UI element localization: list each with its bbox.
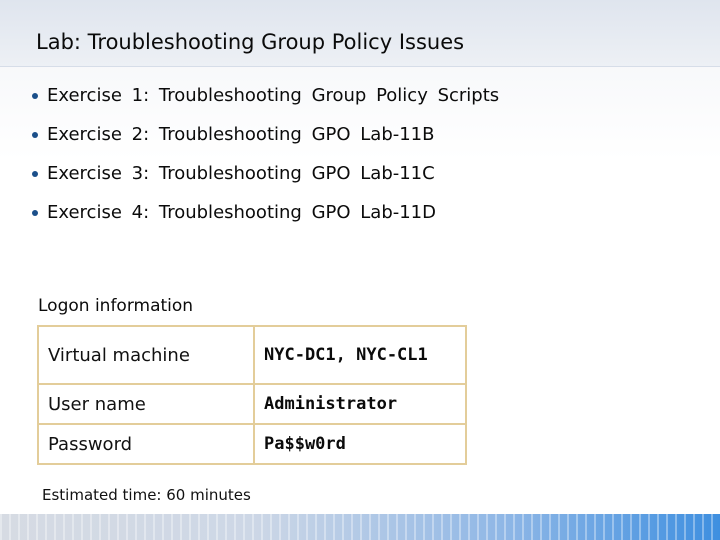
exercise-item: [30, 193, 690, 232]
bullet-dot-icon: [32, 132, 38, 138]
table-row: [38, 326, 466, 384]
exercise-label: Exercise 3: Troubleshooting GPO Lab-11C: [47, 163, 435, 184]
exercise-label: Exercise 1: Troubleshooting Group Policy Scripts: [47, 85, 500, 106]
exercise-item: [30, 76, 690, 115]
logon-table: [37, 325, 467, 465]
exercise-item: [30, 115, 690, 154]
bullet-dot-icon: [32, 93, 38, 99]
slide-title: Lab: Troubleshooting Group Policy Issues: [36, 30, 465, 54]
bullet-dot-icon: [32, 171, 38, 177]
bullet-dot-icon: [32, 210, 38, 216]
cell-label: Virtual machine: [38, 326, 254, 384]
cell-value: Pa$$w0rd: [254, 424, 466, 464]
logon-heading: Logon information: [38, 296, 194, 316]
cell-label: Password: [38, 424, 254, 464]
cell-value: NYC-DC1, NYC-CL1: [254, 326, 466, 384]
cell-label: User name: [38, 384, 254, 424]
footer-band-pattern: [0, 514, 720, 540]
exercise-item: [30, 154, 690, 193]
footer-band: [0, 514, 720, 540]
exercise-label: Exercise 4: Troubleshooting GPO Lab-11D: [47, 202, 436, 223]
cell-value: Administrator: [254, 384, 466, 424]
table-row: [38, 424, 466, 464]
estimated-time: Estimated time: 60 minutes: [42, 486, 251, 504]
exercise-label: Exercise 2: Troubleshooting GPO Lab-11B: [47, 124, 435, 145]
exercise-list: [30, 76, 690, 232]
table-row: [38, 384, 466, 424]
